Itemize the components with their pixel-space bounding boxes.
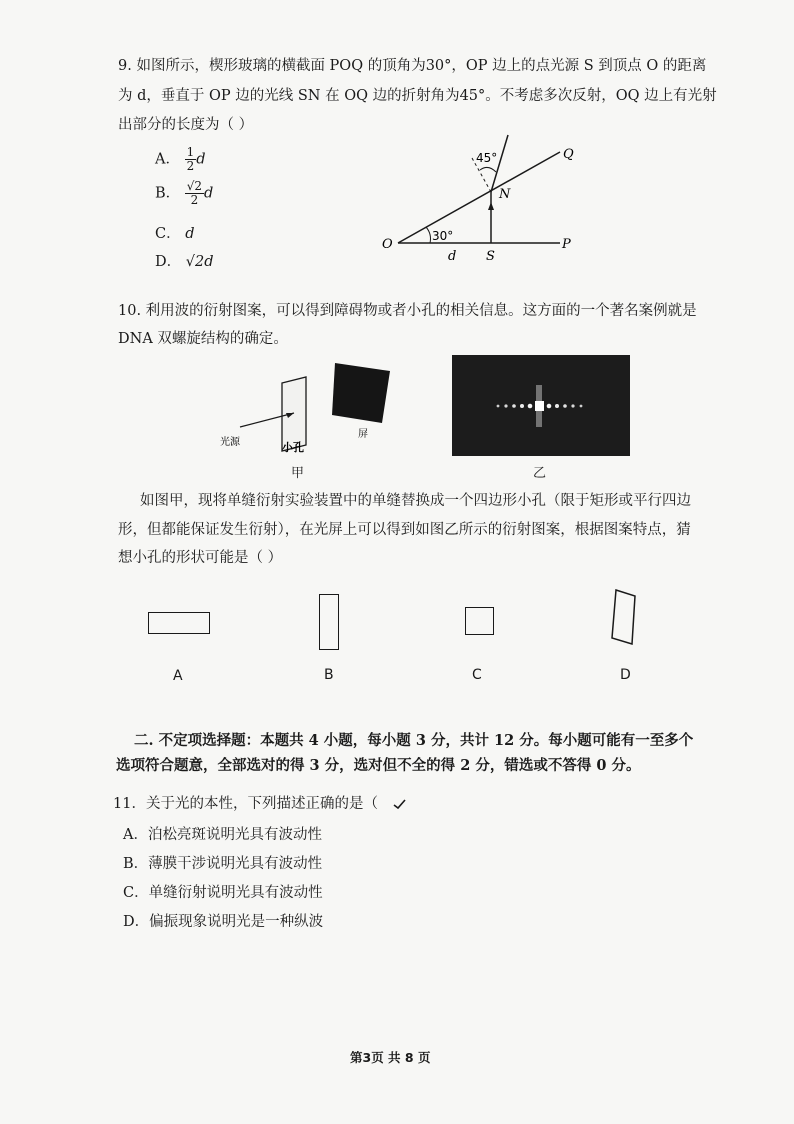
ray-arrow <box>488 202 494 210</box>
q9-line-2: 为 d，垂直于 OP 边的光线 SN 在 OQ 边的折射角为45°。不考虑多次反射，OQ 边上有光射 <box>118 88 717 104</box>
diffraction-spot <box>520 404 524 408</box>
page-footer: 第3页 共 8 页 <box>350 1050 431 1065</box>
option-variable: d <box>204 185 214 202</box>
q9-option-c[interactable] <box>155 222 195 243</box>
q10-figure-yi-diffraction <box>452 355 630 456</box>
option-text: √2d <box>185 254 214 270</box>
diffraction-spot <box>580 405 583 408</box>
label-screen: 屏 <box>358 429 368 440</box>
q11-stem: 11．关于光的本性，下列描述正确的是（ <box>113 796 378 812</box>
option-text: d <box>185 226 195 242</box>
caption-yi: 乙 <box>533 466 547 481</box>
section-2-line-2: 选项符合题意，全部选对的得 3 分，选对但不全的得 2 分，错选或不答得 0 分。 <box>116 757 641 774</box>
q10-paragraph-line-2: 形，但都能保证发生衍射），在光屏上可以得到如图乙所示的衍射图案，根据图案特点，猜 <box>118 522 691 538</box>
q10-line-1: 10. 利用波的衍射图案，可以得到障碍物或者小孔的相关信息。这方面的一个著名案例就是 <box>118 303 697 319</box>
diffraction-spot <box>512 404 516 408</box>
shape-label-a: A <box>173 668 183 684</box>
q11-option-d[interactable]: D．偏振现象说明光是一种纵波 <box>123 914 324 930</box>
q11-option-c[interactable]: C．单缝衍射说明光具有波动性 <box>123 885 323 901</box>
aperture-plate <box>282 377 306 451</box>
fraction-denominator: 2 <box>190 193 199 207</box>
screen-panel <box>332 363 390 423</box>
fraction-numerator: √2 <box>186 179 203 193</box>
diffraction-spot <box>497 405 500 408</box>
label-angle-30: 30° <box>432 229 454 243</box>
shape-d-parallelogram[interactable] <box>608 588 638 648</box>
shape-a-wide-rectangle[interactable] <box>148 612 210 634</box>
label-light-source: 光源 <box>220 437 240 448</box>
q10-figure-jia <box>210 355 400 465</box>
check-mark-icon <box>392 797 408 811</box>
q9-line-3: 出部分的长度为（ ） <box>118 117 254 133</box>
diffraction-spot <box>555 404 559 408</box>
central-maximum <box>535 401 544 411</box>
q9-option-b[interactable] <box>155 180 213 207</box>
label-p: P <box>562 237 571 252</box>
q10-paragraph-line-1: 如图甲，现将单缝衍射实验装置中的单缝替换成一个四边形小孔（限于矩形或平行四边 <box>140 493 691 509</box>
shape-b-tall-rectangle[interactable] <box>319 594 339 650</box>
fraction-numerator: 1 <box>186 145 195 159</box>
shape-label-d: D <box>620 667 631 683</box>
q11-option-a[interactable]: A．泊松亮斑说明光具有波动性 <box>123 827 322 843</box>
fraction <box>185 180 204 207</box>
shape-label-b: B <box>324 667 334 683</box>
q9-option-d[interactable] <box>155 250 214 271</box>
section-2-line-1: 二. 不定项选择题：本题共 4 小题，每小题 3 分，共计 12 分。每小题可能有一至多个 <box>134 732 694 749</box>
label-q: Q <box>563 147 574 162</box>
option-variable: d <box>196 151 206 168</box>
label-s: S <box>486 249 495 264</box>
label-d: d <box>448 249 457 264</box>
diffraction-spot <box>528 404 533 409</box>
q9-wedge-figure <box>360 130 600 265</box>
fraction <box>185 146 197 173</box>
label-o: O <box>382 237 393 252</box>
q11-option-b[interactable]: B．薄膜干涉说明光具有波动性 <box>123 856 323 872</box>
option-letter: B． <box>155 185 181 202</box>
label-hole: 小孔 <box>282 441 304 454</box>
label-angle-45: 45° <box>476 151 498 165</box>
parallelogram-outline <box>612 590 635 644</box>
q9-option-a[interactable] <box>155 146 206 173</box>
caption-jia: 甲 <box>291 466 305 481</box>
diffraction-spot <box>563 404 567 408</box>
q10-line-2: DNA 双螺旋结构的确定。 <box>118 331 288 347</box>
diffraction-spot <box>547 404 552 409</box>
angle-arc-vertex <box>426 227 431 243</box>
diffraction-spot <box>571 404 574 407</box>
label-n: N <box>499 187 511 202</box>
angle-arc-top <box>480 167 496 172</box>
shape-label-c: C <box>472 667 482 683</box>
shape-c-square[interactable] <box>465 607 494 635</box>
option-letter: D． <box>155 254 182 270</box>
option-letter: A． <box>155 151 180 168</box>
fraction-denominator: 2 <box>186 159 195 173</box>
q9-line-1: 9. 如图所示，楔形玻璃的横截面 POQ 的顶角为30°，OP 边上的点光源 S 到顶点 O 的距离 <box>118 58 707 74</box>
option-letter: C． <box>155 226 181 242</box>
diffraction-spot <box>504 404 507 407</box>
q10-paragraph-line-3: 想小孔的形状可能是（ ） <box>118 550 283 566</box>
edge-oq <box>398 152 560 243</box>
